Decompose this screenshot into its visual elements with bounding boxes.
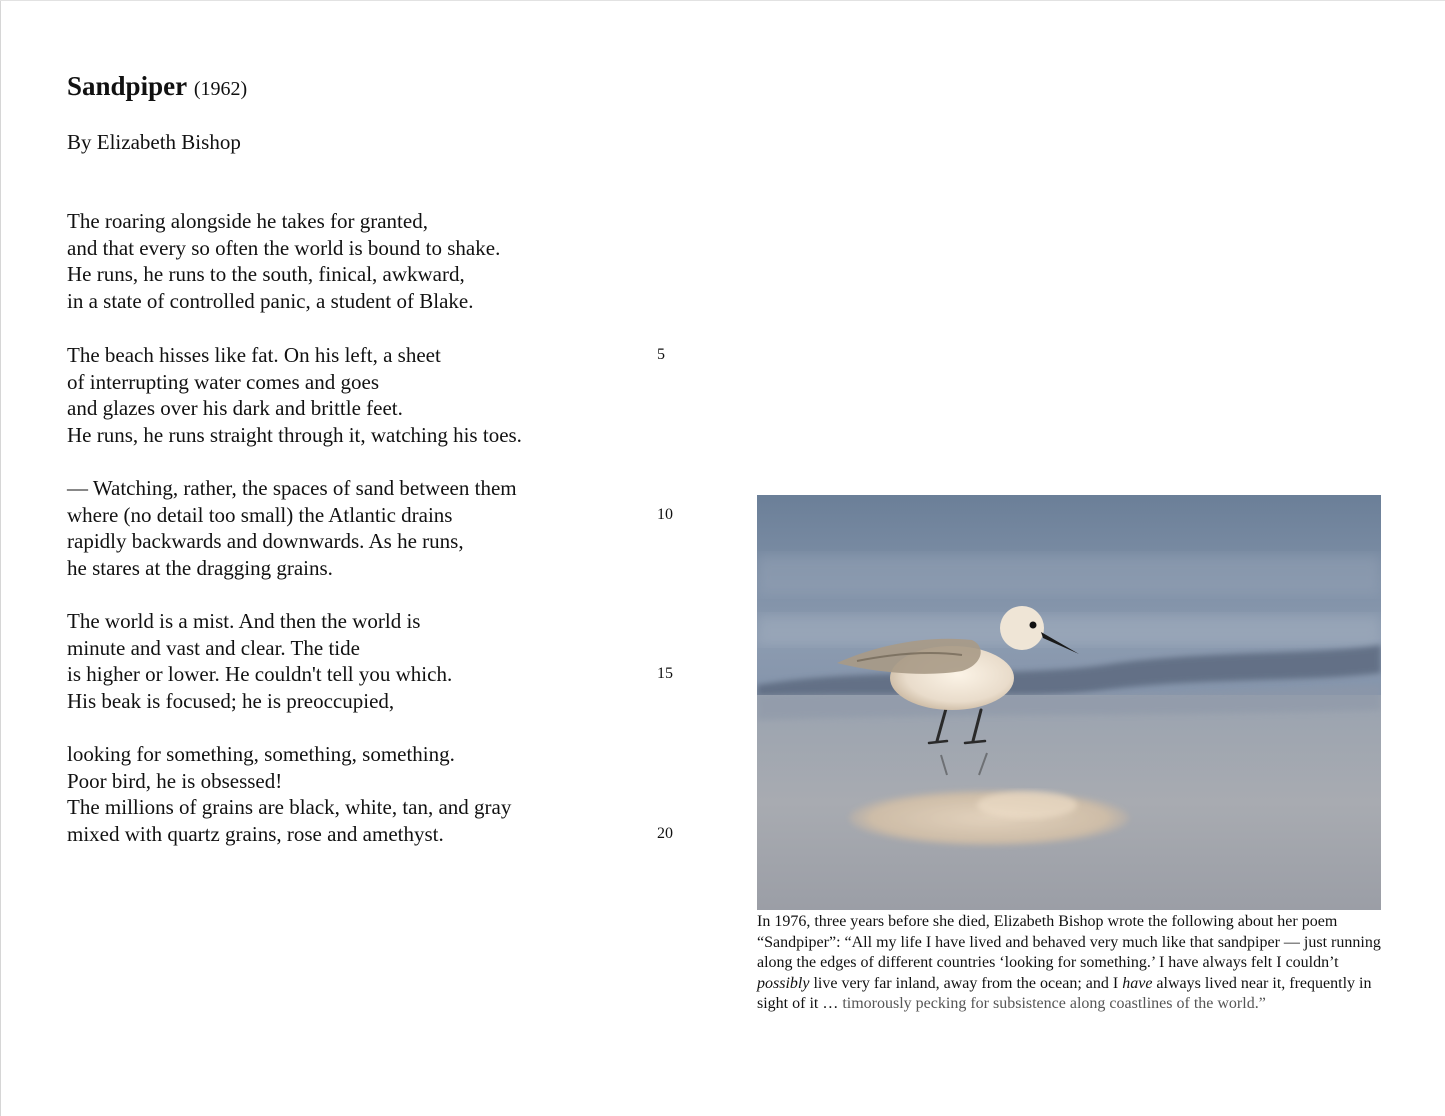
poem-heading xyxy=(67,66,247,109)
poem-line xyxy=(67,288,687,315)
line-text: of interrupting water comes and goes xyxy=(67,369,379,394)
poem-byline: By Elizabeth Bishop xyxy=(67,130,241,154)
poem-line xyxy=(67,422,687,449)
bird-eye xyxy=(1030,622,1037,629)
line-text: he stares at the dragging grains. xyxy=(67,556,333,581)
poem-line xyxy=(67,369,687,396)
line-text: and that every so often the world is bound to shake. xyxy=(67,235,501,260)
poem-line xyxy=(67,555,687,582)
poem-line xyxy=(67,208,687,235)
poem-line xyxy=(67,608,687,635)
line-text: looking for something, something, something. xyxy=(67,742,455,766)
caption-emphasis: have xyxy=(1122,974,1153,992)
stanza-3 xyxy=(67,475,687,582)
caption-emphasis: possibly xyxy=(757,974,810,992)
poem-line xyxy=(67,794,687,821)
bird-head xyxy=(1000,606,1044,650)
poem-year: (1962) xyxy=(193,78,248,100)
poem-line xyxy=(67,475,687,502)
line-text: is higher or lower. He couldn't tell you which. xyxy=(67,662,453,687)
poem-line xyxy=(67,741,687,768)
stanza-4 xyxy=(67,608,687,715)
line-text: The world is a mist. And then the world is xyxy=(67,609,421,633)
caption-text: In 1976, three years before she died, Elizabeth Bishop wrote the following about her poem “Sandpiper”: “All my life I have lived and behaved very much like that sandpiper — just running along the edges of different countries ‘looking for something.’ I have always felt I couldn’t xyxy=(757,913,1381,972)
poem-line xyxy=(67,342,687,369)
line-text: His beak is focused; he is preoccupied, xyxy=(67,689,395,714)
line-number: 5 xyxy=(657,346,665,363)
line-text: The millions of grains are black, white, tan, and gray xyxy=(67,795,512,820)
line-number: 20 xyxy=(657,825,673,843)
caption-faded-text: timorously pecking for subsistence along coastlines of the world.” xyxy=(842,995,1266,1013)
line-text: He runs, he runs to the south, finical, awkward, xyxy=(67,262,465,287)
poem-line xyxy=(67,502,687,529)
line-text: The roaring alongside he takes for granted, xyxy=(67,209,428,233)
poem-line xyxy=(67,528,687,555)
line-text: He runs, he runs straight through it, watching his toes. xyxy=(67,423,522,448)
page-edge xyxy=(0,0,1,1116)
line-number: 15 xyxy=(657,665,673,683)
poem-line xyxy=(67,821,687,848)
line-text: mixed with quartz grains, rose and amethyst. xyxy=(67,822,444,847)
poem-line xyxy=(67,395,687,422)
stanza-5 xyxy=(67,741,687,848)
poem-title: Sandpiper xyxy=(67,71,188,101)
line-text: minute and vast and clear. The tide xyxy=(67,635,360,660)
caption-text: always lived near it, frequently in sight of it … xyxy=(757,974,1372,1013)
poem-line xyxy=(67,768,687,795)
poem-line xyxy=(67,261,687,288)
sandpiper-photo xyxy=(757,495,1381,910)
line-text: The beach hisses like fat. On his left, a sheet xyxy=(67,343,441,367)
stanza-2 xyxy=(67,342,687,449)
poem-line xyxy=(67,661,687,688)
line-text: and glazes over his dark and brittle feet. xyxy=(67,396,403,421)
line-text: Poor bird, he is obsessed! xyxy=(67,768,283,793)
poem-line xyxy=(67,635,687,662)
photo-caption xyxy=(757,912,1382,1015)
line-text: rapidly backwards and downwards. As he runs, xyxy=(67,529,464,554)
poem-line xyxy=(67,235,687,262)
poem-line xyxy=(67,688,687,715)
line-text: — Watching, rather, the spaces of sand between them xyxy=(67,476,517,500)
page-edge-top xyxy=(0,0,1445,1)
line-number: 10 xyxy=(657,505,673,523)
caption-text: live very far inland, away from the ocean; and I xyxy=(809,974,1123,992)
stanza-1 xyxy=(67,208,687,315)
line-text: in a state of controlled panic, a student of Blake. xyxy=(67,289,474,314)
line-text: where (no detail too small) the Atlantic drains xyxy=(67,502,453,527)
